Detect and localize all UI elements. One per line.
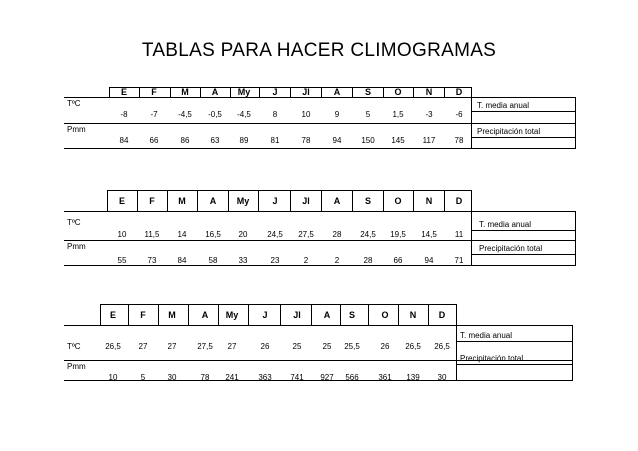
precip-value: 55 (117, 256, 127, 265)
month-header: O (381, 310, 389, 320)
table-gridline (456, 325, 457, 380)
table-gridline (471, 111, 576, 112)
temp-value: -7 (150, 110, 158, 119)
temp-value: -3 (425, 110, 433, 119)
month-header: E (109, 310, 116, 320)
month-header: A (323, 310, 331, 320)
month-header: M (168, 310, 176, 320)
precip-value: 361 (378, 373, 392, 382)
temp-value: -4,5 (178, 110, 192, 119)
precip-value: 566 (345, 373, 359, 382)
month-header: A (201, 310, 209, 320)
precip-value: 73 (147, 256, 157, 265)
precip-value: 84 (177, 256, 187, 265)
month-header: N (425, 196, 433, 206)
month-header: Jl (302, 196, 310, 206)
annual-mean-temp-label: T. media anual (479, 220, 532, 229)
precip-value: 241 (225, 373, 239, 382)
temp-value: 25 (322, 342, 332, 351)
month-header: D (438, 310, 446, 320)
temp-value: 27 (227, 342, 237, 351)
month-header: A (333, 196, 341, 206)
annual-mean-temp-label: T. media anual (477, 101, 530, 110)
month-header: O (394, 87, 402, 97)
precip-value: 28 (363, 256, 373, 265)
table-gridline (188, 304, 189, 325)
precip-value: 84 (119, 136, 129, 145)
precip-value: 363 (258, 373, 272, 382)
month-header: M (181, 87, 189, 97)
table-gridline (64, 148, 576, 149)
table-gridline (471, 137, 576, 138)
month-header: My (236, 196, 250, 206)
month-header: E (120, 87, 127, 97)
table-gridline (575, 211, 576, 265)
precip-value: 71 (454, 256, 464, 265)
temp-value: 14 (177, 230, 187, 239)
month-header: S (364, 196, 371, 206)
temp-value: 14,5 (421, 230, 437, 239)
table-gridline (471, 254, 576, 255)
precip-value: 78 (200, 373, 210, 382)
precip-value: 58 (208, 256, 218, 265)
table-gridline (64, 123, 576, 124)
month-header: A (211, 87, 219, 97)
month-header: J (272, 87, 278, 97)
table-gridline (368, 304, 369, 325)
table-gridline (248, 304, 249, 325)
temp-value: 8 (272, 110, 278, 119)
temp-value: 1,5 (392, 110, 404, 119)
month-header: A (333, 87, 341, 97)
precip-row-label: Pmm (67, 242, 86, 251)
temp-value: 11 (454, 230, 464, 239)
temp-value: 26,5 (105, 342, 121, 351)
month-header: O (394, 196, 402, 206)
temp-value: 5 (365, 110, 371, 119)
month-header: Jl (302, 87, 310, 97)
precip-value: 94 (332, 136, 342, 145)
precip-value: 86 (180, 136, 190, 145)
month-header: D (455, 196, 463, 206)
temp-value: 27,5 (197, 342, 213, 351)
month-header: M (178, 196, 186, 206)
month-header: F (140, 310, 146, 320)
month-header: J (272, 196, 278, 206)
temp-value: 27 (138, 342, 148, 351)
precip-value: 10 (108, 373, 118, 382)
temp-value: 9 (334, 110, 340, 119)
table-gridline (100, 304, 457, 305)
precip-row-label: Pmm (67, 125, 86, 134)
table-gridline (258, 190, 259, 211)
month-header: E (118, 196, 125, 206)
table-gridline (456, 364, 573, 365)
month-header: My (237, 87, 251, 97)
month-header: Jl (293, 310, 301, 320)
precip-value: 94 (424, 256, 434, 265)
table-gridline (575, 97, 576, 148)
temp-value: 10 (301, 110, 311, 119)
month-header: A (209, 196, 217, 206)
temp-value: 26,5 (405, 342, 421, 351)
table-gridline (64, 325, 573, 326)
temp-value: -4,5 (237, 110, 251, 119)
table-gridline (64, 211, 576, 212)
table-gridline (64, 97, 576, 98)
month-header: J (262, 310, 268, 320)
month-header: S (364, 87, 371, 97)
temp-row-label: TºC (67, 342, 81, 351)
month-header: F (149, 196, 155, 206)
temp-value: 19,5 (390, 230, 406, 239)
precip-value: 145 (391, 136, 405, 145)
total-precip-label: Precipitación total (460, 354, 524, 363)
precip-value: 30 (167, 373, 177, 382)
table-gridline (456, 341, 573, 342)
month-header: N (425, 87, 433, 97)
table-gridline (471, 230, 576, 231)
precip-value: 78 (301, 136, 311, 145)
precip-value: 117 (422, 136, 436, 145)
precip-value: 5 (140, 373, 146, 382)
table-gridline (64, 240, 576, 241)
page-title: TABLAS PARA HACER CLIMOGRAMAS (141, 40, 497, 61)
precip-value: 78 (454, 136, 464, 145)
temp-value: -8 (120, 110, 128, 119)
month-header: N (409, 310, 417, 320)
precip-value: 927 (320, 373, 334, 382)
temp-value: 10 (117, 230, 127, 239)
temp-value: 24,5 (360, 230, 376, 239)
precip-value: 63 (210, 136, 220, 145)
temp-value: 27 (167, 342, 177, 351)
temp-value: 25,5 (344, 342, 360, 351)
precip-value: 741 (290, 373, 304, 382)
total-precip-label: Precipitación total (479, 244, 543, 253)
total-precip-label: Precipitación total (477, 127, 541, 136)
temp-row-label: TºC (67, 99, 81, 108)
temp-value: 28 (332, 230, 342, 239)
table-gridline (572, 325, 573, 380)
temp-value: 16,5 (205, 230, 221, 239)
month-header: F (151, 87, 157, 97)
precip-value: 89 (239, 136, 249, 145)
temp-value: 26 (380, 342, 390, 351)
temp-value: 26,5 (434, 342, 450, 351)
temp-row-label: TºC (67, 218, 81, 227)
precip-value: 139 (406, 373, 420, 382)
month-header: D (455, 87, 463, 97)
temp-value: 25 (292, 342, 302, 351)
precip-value: 33 (238, 256, 248, 265)
temp-value: 11,5 (144, 230, 160, 239)
precip-value: 30 (437, 373, 447, 382)
precip-value: 66 (149, 136, 159, 145)
precip-value: 23 (270, 256, 280, 265)
precip-value: 2 (303, 256, 309, 265)
temp-value: -0,5 (208, 110, 222, 119)
annual-mean-temp-label: T. media anual (460, 331, 513, 340)
temp-value: -6 (455, 110, 463, 119)
precip-row-label: Pmm (67, 362, 86, 371)
precip-value: 150 (361, 136, 375, 145)
temp-value: 20 (238, 230, 248, 239)
temp-value: 24,5 (267, 230, 283, 239)
table-gridline (280, 304, 281, 325)
temp-value: 27,5 (298, 230, 314, 239)
precip-value: 2 (334, 256, 340, 265)
precip-value: 81 (270, 136, 280, 145)
month-header: S (348, 310, 355, 320)
temp-value: 26 (260, 342, 270, 351)
precip-value: 66 (393, 256, 403, 265)
month-header: My (225, 310, 239, 320)
